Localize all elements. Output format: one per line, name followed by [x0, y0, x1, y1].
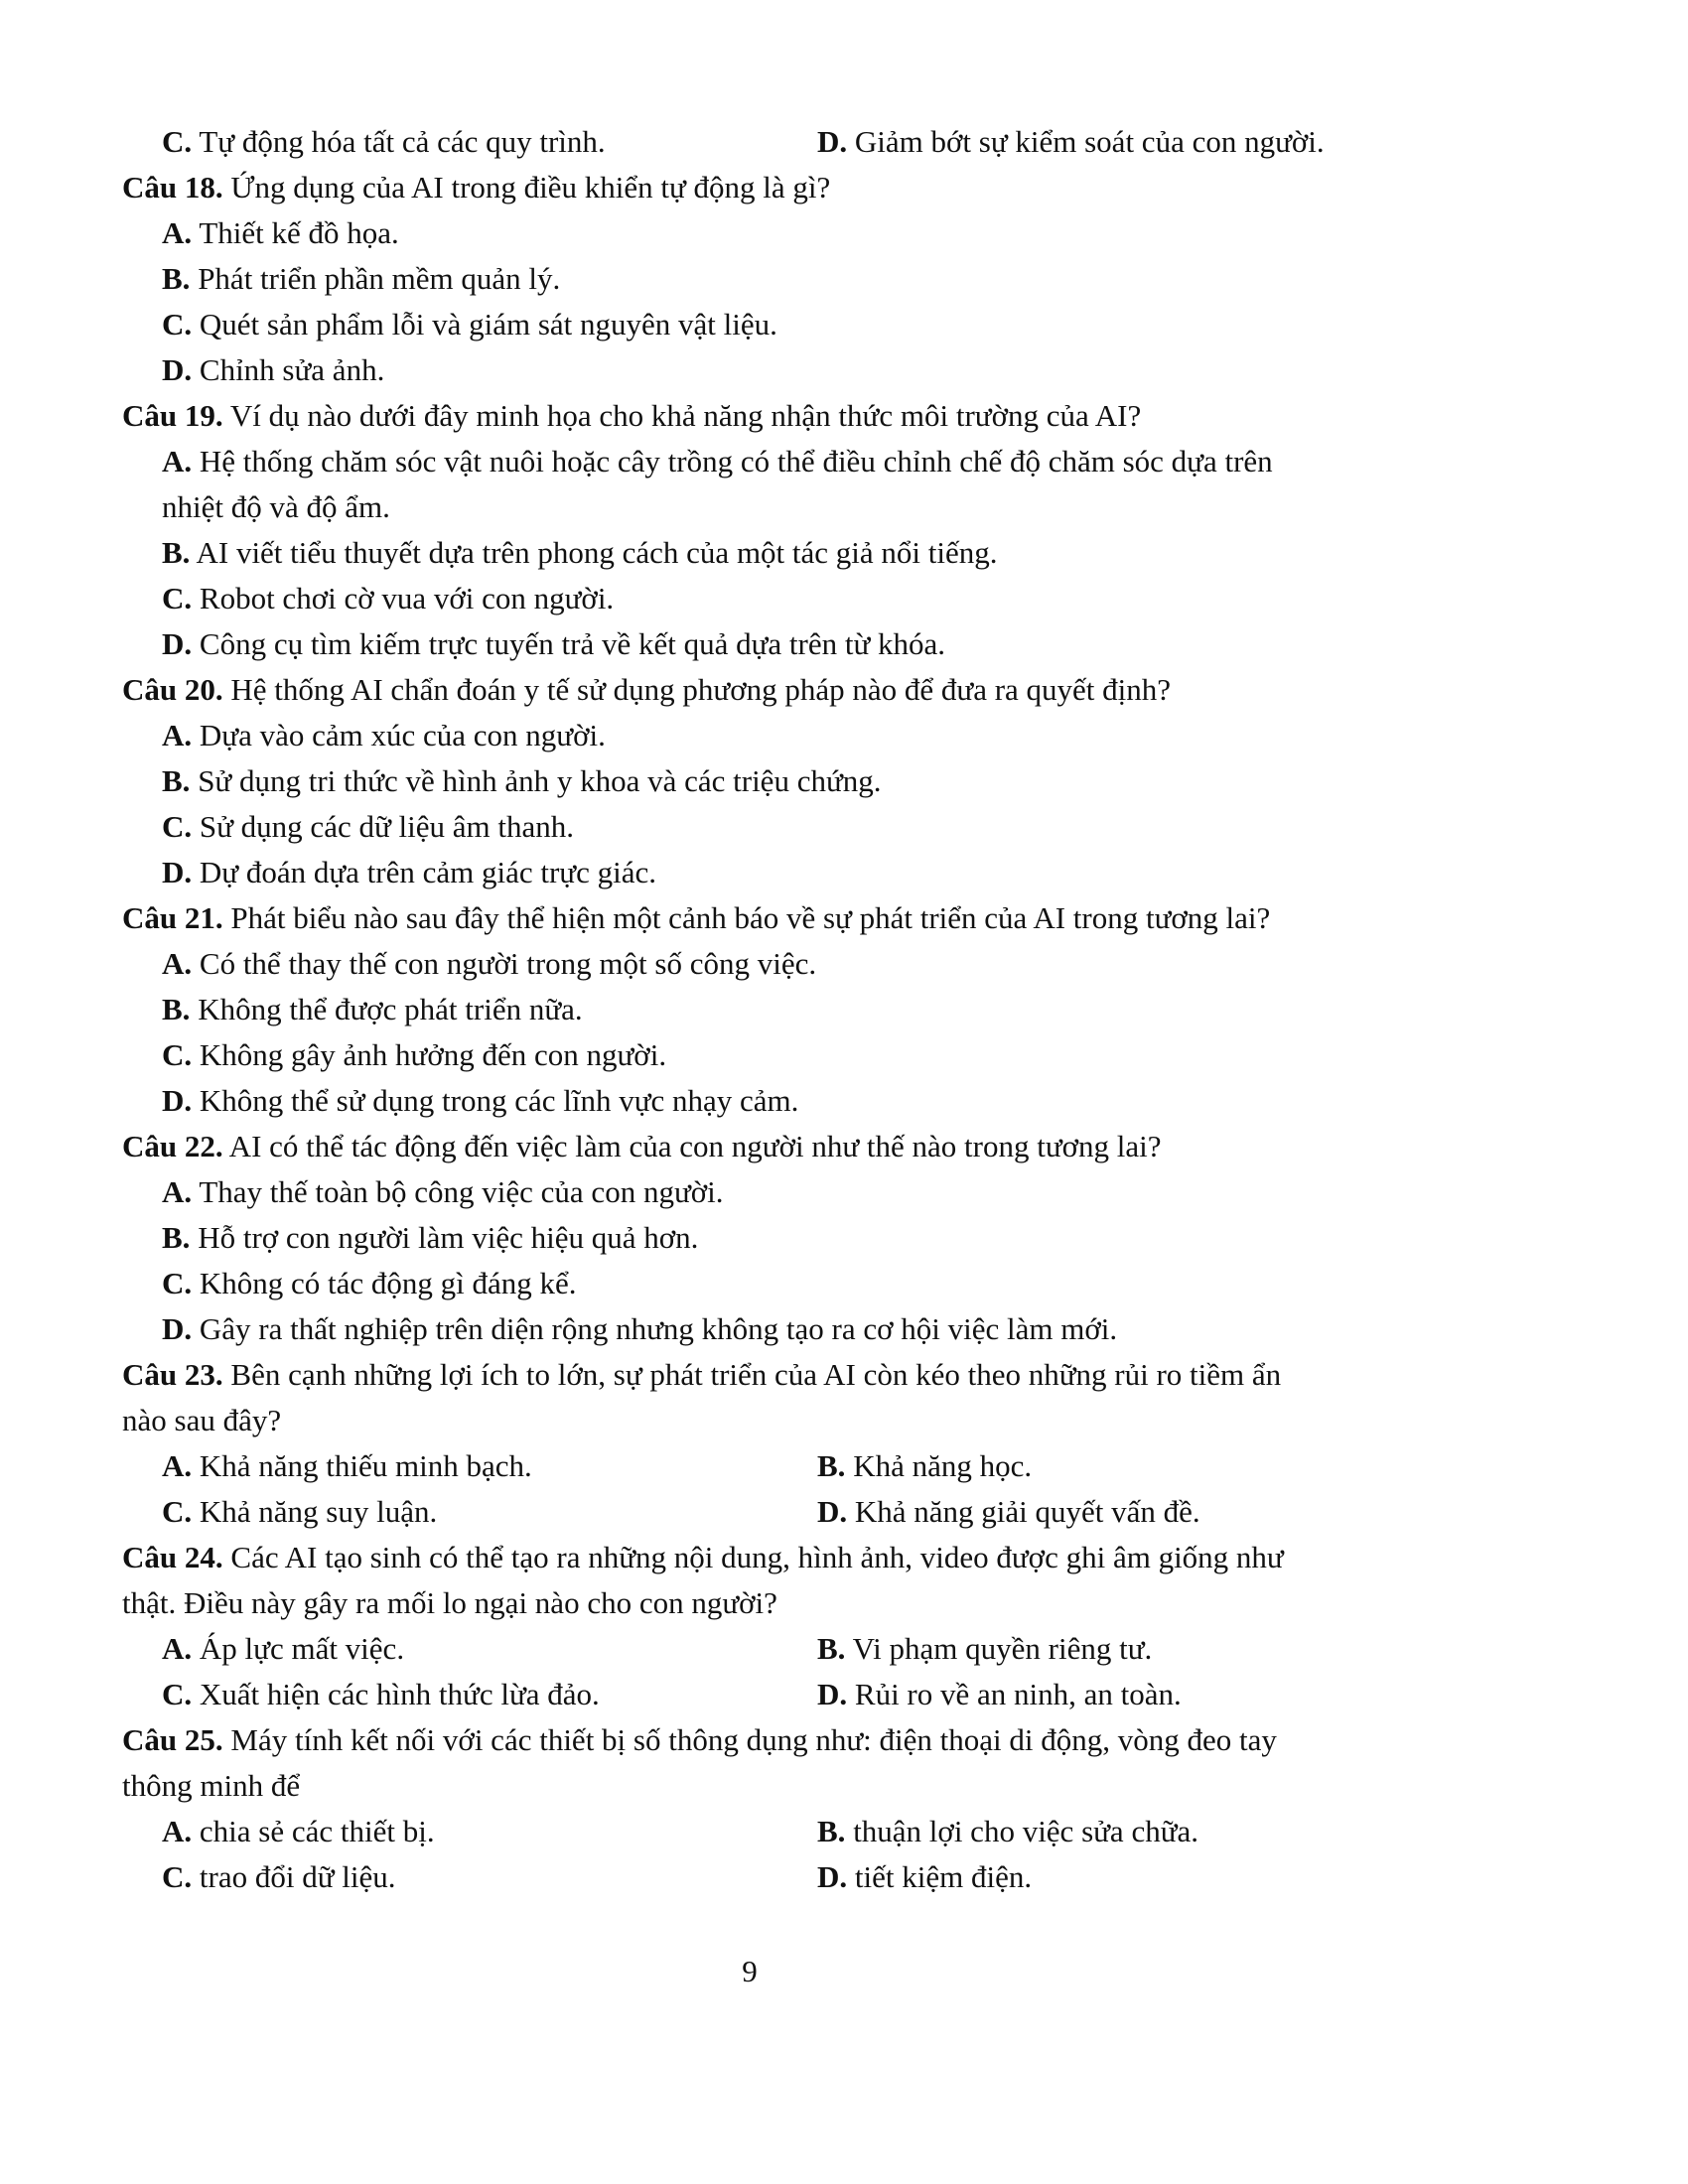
- page-number: 9: [742, 1954, 758, 1988]
- question-20: Câu 20. Hệ thống AI chẩn đoán y tế sử dụng phương pháp nào để đưa ra quyết định?: [122, 672, 1172, 707]
- question-continuation: thật. Điều này gây ra mối lo ngại nào cho con người?: [122, 1585, 777, 1620]
- option: A. Hệ thống chăm sóc vật nuôi hoặc cây trồng có thể điều chỉnh chế độ chăm sóc dựa trên: [162, 444, 1273, 478]
- question-22: Câu 22. AI có thể tác động đến việc làm của con người như thế nào trong tương lai?: [122, 1129, 1162, 1163]
- option: C. Không có tác động gì đáng kể.: [162, 1266, 577, 1300]
- option: A. Áp lực mất việc.: [162, 1631, 405, 1666]
- option: D. Rủi ro về an ninh, an toàn.: [817, 1677, 1182, 1711]
- option-row: [122, 1672, 1383, 1717]
- option: D. Dự đoán dựa trên cảm giác trực giác.: [162, 855, 656, 889]
- option: D. Không thể sử dụng trong các lĩnh vực nhạy cảm.: [162, 1083, 799, 1118]
- option: D. Công cụ tìm kiếm trực tuyến trả về kết quả dựa trên từ khóa.: [162, 626, 946, 661]
- option-row: [122, 1443, 1383, 1489]
- option-row: [122, 1809, 1383, 1854]
- option: A. Dựa vào cảm xúc của con người.: [162, 718, 606, 752]
- option-continuation: nhiệt độ và độ ẩm.: [162, 489, 390, 524]
- option: B. Hỗ trợ con người làm việc hiệu quả hơn.: [162, 1220, 699, 1255]
- question-25: Câu 25. Máy tính kết nối với các thiết bị số thông dụng như: điện thoại di động, vòng đeo tay: [122, 1722, 1277, 1757]
- option: B. Khả năng học.: [817, 1448, 1033, 1483]
- option: A. Có thể thay thế con người trong một số công việc.: [162, 946, 817, 981]
- option: C. Tự động hóa tất cả các quy trình.: [162, 124, 606, 159]
- option: D. tiết kiệm điện.: [817, 1859, 1033, 1894]
- question-24: Câu 24. Các AI tạo sinh có thể tạo ra những nội dung, hình ảnh, video được ghi âm giống như: [122, 1540, 1284, 1574]
- option: A. Thiết kế đồ họa.: [162, 215, 399, 250]
- option: C. Robot chơi cờ vua với con người.: [162, 581, 615, 615]
- option: B. AI viết tiểu thuyết dựa trên phong cách của một tác giả nổi tiếng.: [162, 535, 998, 570]
- option: D. Chỉnh sửa ảnh.: [162, 352, 385, 387]
- option: C. Xuất hiện các hình thức lừa đảo.: [162, 1677, 600, 1711]
- question-continuation: nào sau đây?: [122, 1403, 282, 1437]
- question-18: Câu 18. Ứng dụng của AI trong điều khiển tự động là gì?: [122, 170, 831, 205]
- option-row: [122, 1626, 1383, 1672]
- option: B. Phát triển phần mềm quản lý.: [162, 261, 561, 296]
- question-19: Câu 19. Ví dụ nào dưới đây minh họa cho khả năng nhận thức môi trường của AI?: [122, 398, 1142, 433]
- option: B. thuận lợi cho việc sửa chữa.: [817, 1814, 1199, 1848]
- option: A. Thay thế toàn bộ công việc của con người.: [162, 1174, 724, 1209]
- option: C. Quét sản phẩm lỗi và giám sát nguyên vật liệu.: [162, 307, 777, 341]
- option-row: [122, 1489, 1383, 1535]
- option: A. chia sẻ các thiết bị.: [162, 1814, 435, 1848]
- option: A. Khả năng thiếu minh bạch.: [162, 1448, 532, 1483]
- question-21: Câu 21. Phát biểu nào sau đây thể hiện một cảnh báo về sự phát triển của AI trong tương lai?: [122, 900, 1271, 935]
- option: C. trao đổi dữ liệu.: [162, 1859, 396, 1894]
- question-23: Câu 23. Bên cạnh những lợi ích to lớn, sự phát triển của AI còn kéo theo những rủi ro tiềm ẩn: [122, 1357, 1282, 1392]
- option-row: [122, 1854, 1383, 1900]
- option: B. Vi phạm quyền riêng tư.: [817, 1631, 1153, 1666]
- option: C. Khả năng suy luận.: [162, 1494, 438, 1529]
- option: C. Không gây ảnh hưởng đến con người.: [162, 1037, 667, 1072]
- question-continuation: thông minh để: [122, 1768, 301, 1803]
- option: D. Gây ra thất nghiệp trên diện rộng nhưng không tạo ra cơ hội việc làm mới.: [162, 1311, 1118, 1346]
- document-page: [122, 119, 1383, 1900]
- option: D. Giảm bớt sự kiểm soát của con người.: [817, 124, 1325, 159]
- option: B. Không thể được phát triển nữa.: [162, 992, 583, 1026]
- option: C. Sử dụng các dữ liệu âm thanh.: [162, 809, 574, 844]
- option: B. Sử dụng tri thức về hình ảnh y khoa và các triệu chứng.: [162, 763, 882, 798]
- option: D. Khả năng giải quyết vấn đề.: [817, 1494, 1200, 1529]
- option-row: [122, 119, 1383, 165]
